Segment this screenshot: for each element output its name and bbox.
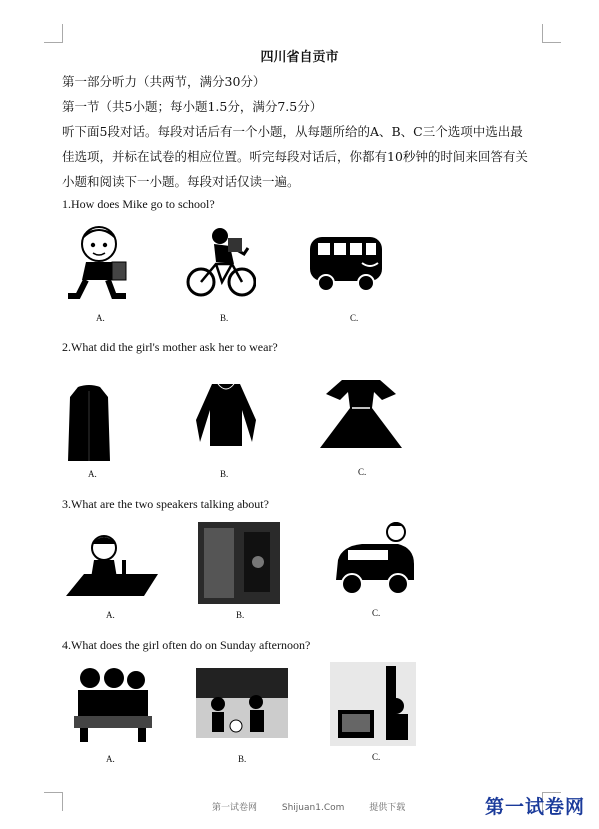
girl-watching-tv-icon bbox=[330, 662, 416, 746]
option-label: A. bbox=[106, 610, 115, 620]
question-1: 1.How does Mike go to school? bbox=[62, 197, 215, 211]
question-3: 3.What are the two speakers talking about? bbox=[62, 497, 269, 511]
option-label: B. bbox=[220, 469, 229, 479]
watermark-logo: 第一试卷网 bbox=[484, 796, 585, 818]
bus-icon bbox=[306, 233, 386, 293]
instruction-line: 小题和阅读下一小题。每段对话仅读一遍。 bbox=[62, 174, 300, 189]
crop-mark-top-left bbox=[44, 24, 63, 43]
dress-icon bbox=[316, 374, 406, 454]
section-heading: 第一部分听力（共两节，满分30分） bbox=[62, 74, 266, 89]
footer-site-name: 第一试卷网 bbox=[212, 803, 258, 813]
option-label: A. bbox=[88, 469, 97, 479]
crop-mark-bottom-left bbox=[44, 792, 63, 811]
car-driver-icon bbox=[332, 520, 418, 602]
option-label: C. bbox=[358, 467, 367, 477]
dark-photo-icon bbox=[198, 522, 280, 604]
page-title: 四川省自贡市 bbox=[260, 50, 339, 65]
question-4: 4.What does the girl often do on Sunday afternoon? bbox=[62, 638, 311, 652]
girls-sitting-icon bbox=[70, 666, 156, 744]
crop-mark-top-right bbox=[542, 24, 561, 43]
boy-on-mat-icon bbox=[64, 528, 160, 604]
footer-note: 提供下载 bbox=[369, 803, 406, 813]
option-label: A. bbox=[96, 313, 105, 323]
children-playing-icon bbox=[196, 668, 288, 744]
bicycle-rider-icon bbox=[186, 224, 256, 300]
option-label: B. bbox=[236, 610, 245, 620]
option-label: A. bbox=[106, 754, 115, 764]
part-heading: 第一节（共5小题；每小题1.5分，满分7.5分） bbox=[62, 99, 323, 114]
instruction-line: 听下面5段对话。每段对话后有一个小题，从每题所给的A、B、C三个选项中选出最 bbox=[62, 124, 523, 139]
boy-walking-icon bbox=[64, 222, 134, 300]
option-label: B. bbox=[220, 313, 229, 323]
footer-site-url[interactable]: Shijuan1.Com bbox=[281, 803, 345, 813]
instruction-line: 佳选项，并标在试卷的相应位置。听完每段对话后，你都有10秒钟的时间来回答有关 bbox=[62, 149, 528, 164]
option-label: C. bbox=[372, 752, 381, 762]
option-label: C. bbox=[350, 313, 359, 323]
sweater-icon bbox=[190, 380, 262, 450]
question-2: 2.What did the girl's mother ask her to wear? bbox=[62, 340, 278, 354]
option-label: C. bbox=[372, 608, 381, 618]
option-label: B. bbox=[238, 754, 247, 764]
page-footer bbox=[212, 800, 427, 813]
coat-icon bbox=[64, 383, 114, 465]
